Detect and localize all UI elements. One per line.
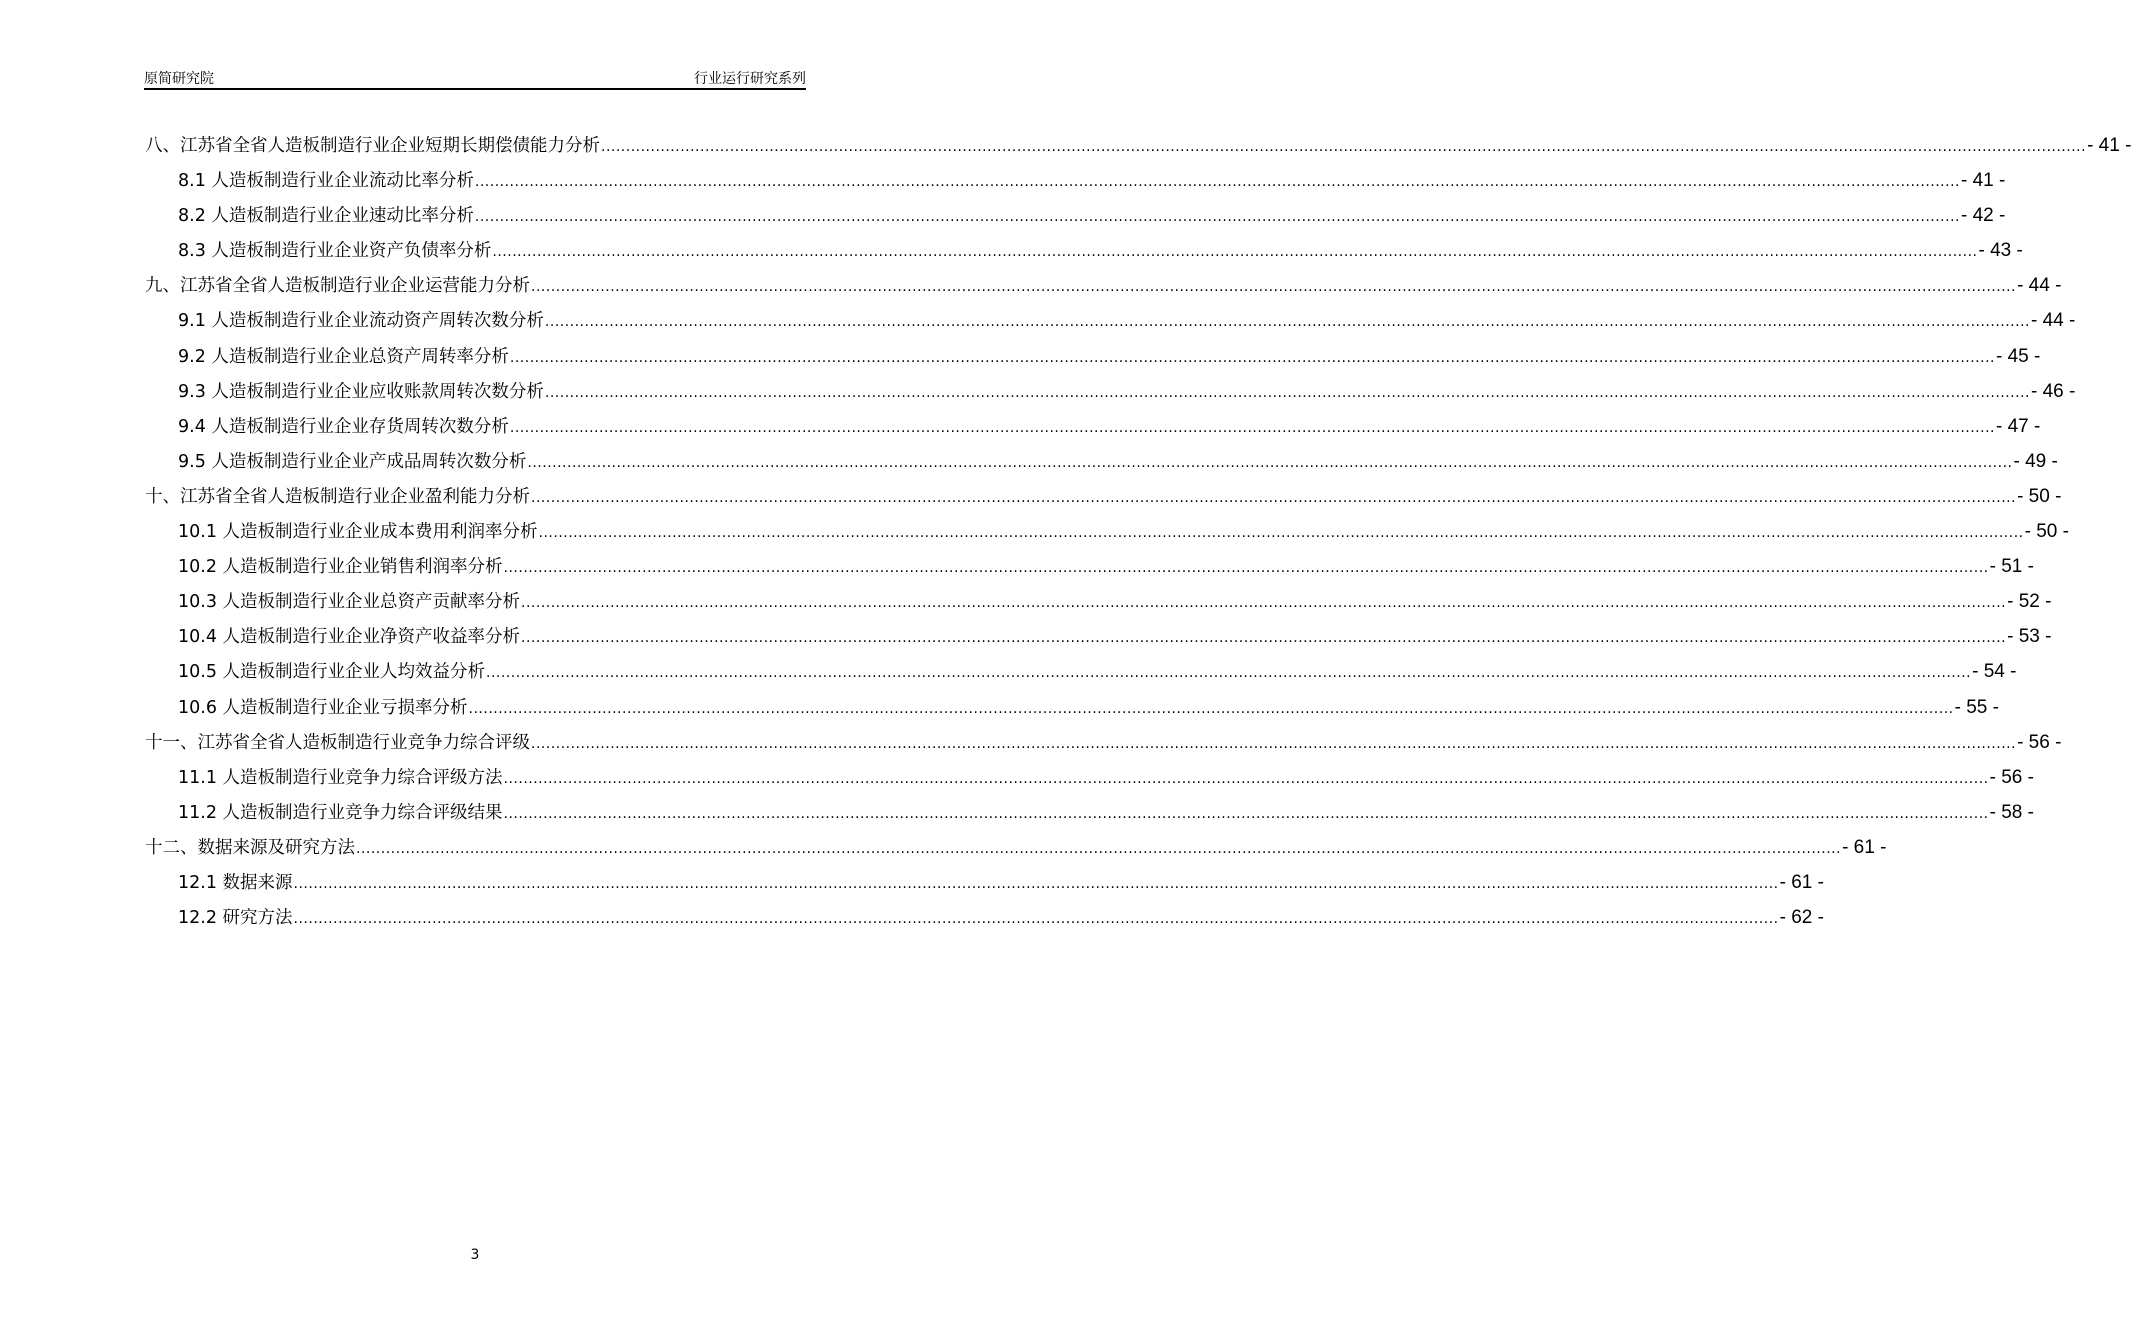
toc-dot-leader: ............................................................................................................................................................................................................................................................................................................	[503, 805, 1989, 822]
toc-entry[interactable]	[145, 553, 2034, 588]
toc-dot-leader: ............................................................................................................................................................................................................................................................................................................	[474, 209, 1960, 226]
toc-entry[interactable]	[145, 799, 2034, 834]
toc-dot-leader: ............................................................................................................................................................................................................................................................................................................	[509, 349, 1995, 366]
toc-dot-leader: ............................................................................................................................................................................................................................................................................................................	[503, 560, 1989, 577]
toc-entry[interactable]	[145, 694, 1999, 729]
toc-dot-leader: ............................................................................................................................................................................................................................................................................................................	[509, 419, 1995, 436]
toc-entry-page: - 49 -	[2013, 450, 2058, 472]
toc-entry-page: - 50 -	[2017, 485, 2062, 507]
toc-dot-leader: ............................................................................................................................................................................................................................................................................................................	[356, 840, 1842, 857]
toc-entry-title: 10.1 人造板制造行业企业成本费用利润率分析	[178, 522, 538, 543]
toc-entry-title: 十二、数据来源及研究方法	[145, 837, 355, 858]
toc-entry-title: 12.2 研究方法	[178, 908, 293, 929]
toc-entry-page: - 62 -	[1779, 907, 1824, 929]
toc-entry-title: 十一、江苏省全省人造板制造行业竞争力综合评级	[145, 732, 530, 753]
toc-dot-leader: ............................................................................................................................................................................................................................................................................................................	[521, 595, 2007, 612]
toc-entry[interactable]	[145, 413, 2041, 448]
toc-dot-leader: ............................................................................................................................................................................................................................................................................................................	[531, 735, 2017, 752]
toc-dot-leader: ............................................................................................................................................................................................................................................................................................................	[538, 525, 2024, 542]
toc-entry[interactable]	[145, 518, 2069, 553]
toc-dot-leader: ............................................................................................................................................................................................................................................................................................................	[293, 911, 1779, 928]
toc-entry-title: 9.2 人造板制造行业企业总资产周转率分析	[178, 346, 509, 367]
toc-dot-leader: ............................................................................................................................................................................................................................................................................................................	[531, 489, 2017, 506]
toc-entry-title: 8.1 人造板制造行业企业流动比率分析	[178, 171, 474, 192]
toc-entry[interactable]	[145, 448, 2058, 483]
toc-entry[interactable]	[145, 764, 2034, 799]
toc-entry[interactable]	[145, 307, 2076, 342]
toc-entry-title: 9.1 人造板制造行业企业流动资产周转次数分析	[178, 311, 544, 332]
toc-entry-title: 10.3 人造板制造行业企业总资产贡献率分析	[178, 592, 521, 613]
toc-entry[interactable]	[145, 658, 2017, 693]
toc-entry-page: - 41 -	[2087, 135, 2131, 156]
table-of-contents	[145, 132, 2131, 939]
toc-entry[interactable]	[145, 623, 2052, 658]
toc-dot-leader: ............................................................................................................................................................................................................................................................................................................	[474, 174, 1960, 191]
toc-entry[interactable]	[145, 272, 2062, 307]
toc-dot-leader: ............................................................................................................................................................................................................................................................................................................	[531, 279, 2017, 296]
toc-entry-page: - 58 -	[1989, 801, 2034, 823]
page-number: 3	[470, 1247, 480, 1263]
toc-entry-title: 九、江苏省全省人造板制造行业企业运营能力分析	[145, 276, 530, 297]
toc-entry-page: - 54 -	[1972, 661, 2017, 683]
toc-entry-page: - 50 -	[2024, 521, 2069, 543]
toc-entry-title: 八、江苏省全省人造板制造行业企业短期长期偿债能力分析	[145, 136, 600, 156]
toc-entry[interactable]	[145, 202, 2006, 237]
toc-entry[interactable]	[145, 167, 2006, 202]
toc-entry-page: - 53 -	[2007, 626, 2052, 648]
toc-entry-page: - 42 -	[1960, 205, 2006, 227]
toc-entry-page: - 43 -	[1978, 240, 2023, 262]
toc-dot-leader: ............................................................................................................................................................................................................................................................................................................	[601, 139, 2087, 155]
toc-entry-page: - 46 -	[2030, 380, 2076, 402]
toc-entry-page: - 55 -	[1954, 696, 1999, 718]
toc-entry-title: 8.3 人造板制造行业企业资产负债率分析	[178, 241, 492, 262]
toc-entry[interactable]	[145, 729, 2062, 764]
toc-entry[interactable]	[145, 869, 1824, 904]
toc-entry-title: 9.3 人造板制造行业企业应收账款周转次数分析	[178, 381, 544, 402]
toc-entry-title: 9.5 人造板制造行业企业产成品周转次数分析	[178, 451, 527, 472]
toc-entry[interactable]	[145, 132, 2131, 167]
toc-entry-title: 10.6 人造板制造行业企业亏损率分析	[178, 697, 468, 718]
toc-entry-page: - 61 -	[1779, 871, 1824, 893]
toc-dot-leader: ............................................................................................................................................................................................................................................................................................................	[486, 665, 1972, 682]
toc-entry-page: - 51 -	[1989, 556, 2034, 578]
toc-entry-page: - 56 -	[2017, 731, 2062, 753]
toc-entry-title: 9.4 人造板制造行业企业存货周转次数分析	[178, 416, 509, 437]
toc-entry[interactable]	[145, 834, 1887, 869]
toc-entry-page: - 47 -	[1995, 415, 2041, 437]
page-header	[144, 66, 806, 90]
toc-dot-leader: ............................................................................................................................................................................................................................................................................................................	[521, 630, 2007, 647]
toc-dot-leader: ............................................................................................................................................................................................................................................................................................................	[468, 700, 1954, 717]
toc-dot-leader: ............................................................................................................................................................................................................................................................................................................	[492, 244, 1978, 261]
toc-entry[interactable]	[145, 588, 2052, 623]
toc-dot-leader: ............................................................................................................................................................................................................................................................................................................	[527, 454, 2013, 471]
toc-entry-title: 8.2 人造板制造行业企业速动比率分析	[178, 206, 474, 227]
toc-entry[interactable]	[145, 483, 2062, 518]
toc-entry[interactable]	[145, 343, 2041, 378]
toc-entry-page: - 61 -	[1842, 836, 1887, 858]
toc-dot-leader: ............................................................................................................................................................................................................................................................................................................	[544, 384, 2030, 401]
toc-entry-title: 10.2 人造板制造行业企业销售利润率分析	[178, 557, 503, 578]
toc-entry-title: 十、江苏省全省人造板制造行业企业盈利能力分析	[145, 486, 530, 507]
header-right: 行业运行研究系列	[694, 71, 806, 87]
toc-entry-page: - 41 -	[1960, 170, 2006, 192]
toc-entry-title: 11.1 人造板制造行业竞争力综合评级方法	[178, 767, 503, 788]
toc-entry-page: - 52 -	[2007, 591, 2052, 613]
toc-entry[interactable]	[145, 904, 1824, 939]
toc-entry-page: - 44 -	[2030, 310, 2076, 332]
toc-dot-leader: ............................................................................................................................................................................................................................................................................................................	[503, 770, 1989, 787]
header-left: 原简研究院	[144, 71, 214, 87]
toc-dot-leader: ............................................................................................................................................................................................................................................................................................................	[293, 875, 1779, 892]
toc-entry-page: - 44 -	[2017, 275, 2062, 297]
toc-entry-title: 10.5 人造板制造行业企业人均效益分析	[178, 662, 486, 683]
toc-entry-title: 12.1 数据来源	[178, 872, 293, 893]
toc-dot-leader: ............................................................................................................................................................................................................................................................................................................	[544, 314, 2030, 331]
toc-entry-title: 10.4 人造板制造行业企业净资产收益率分析	[178, 627, 521, 648]
toc-entry[interactable]	[145, 378, 2076, 413]
toc-entry[interactable]	[145, 237, 2023, 272]
toc-entry-page: - 45 -	[1995, 345, 2041, 367]
toc-entry-title: 11.2 人造板制造行业竞争力综合评级结果	[178, 802, 503, 823]
toc-entry-page: - 56 -	[1989, 766, 2034, 788]
